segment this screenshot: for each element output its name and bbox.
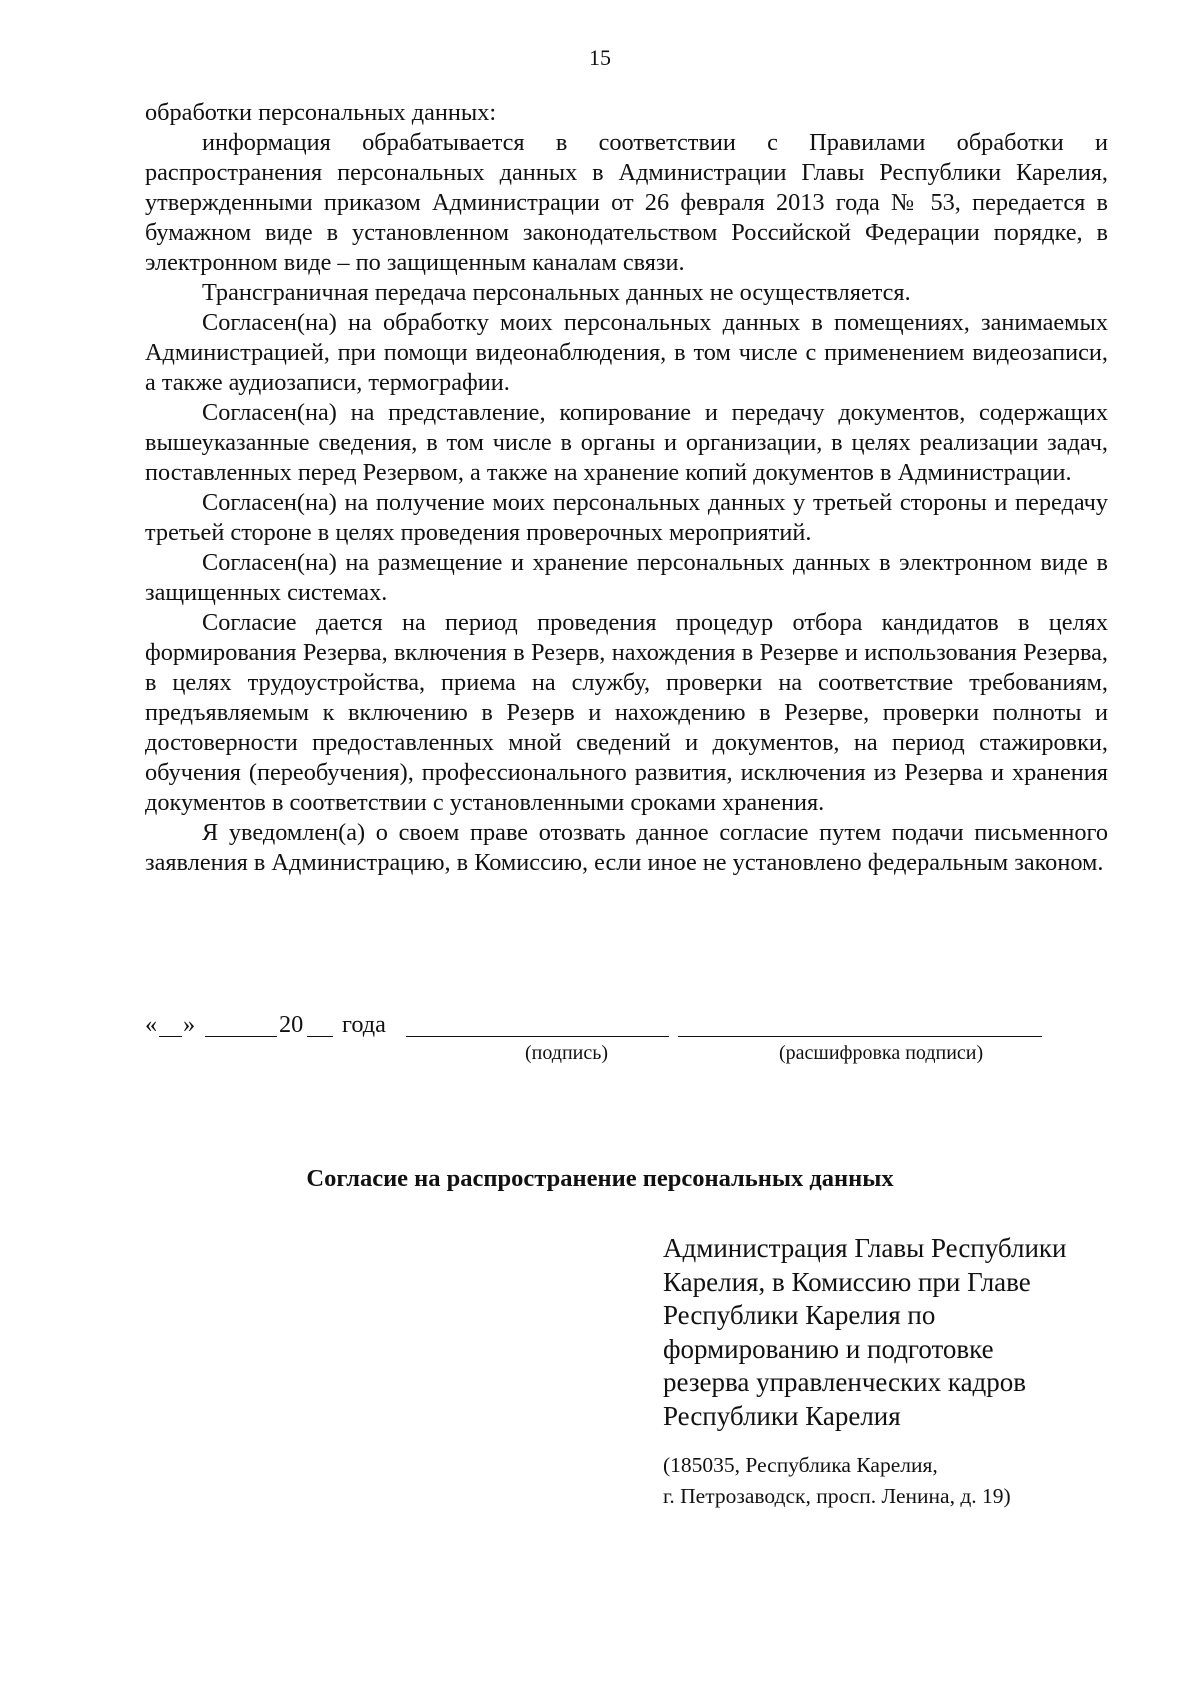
date-open-quote: « [145, 1011, 158, 1038]
paragraph-consent-period: Согласие дается на период проведения процедур отбора кандидатов в целях формирования Резерва, включения в Резерв, нахождения в Резерве и использования Резерва, в целях трудоустройства, приема на службу, проверки на соответствие требованиям, предъявляемым к включению в Резерв и нахождению в Резерве, проверки полноты и достоверности предоставленных мной сведений и документов, на период стажировки, обучения (переобучения), профессионального развития, исключения из Резерва и хранения документов в соответствии с установленными сроками хранения. [145, 609, 1108, 816]
address-block [663, 1450, 1133, 1512]
address-line: г. Петрозаводск, просп. Ленина, д. 19) [663, 1484, 1011, 1508]
paragraph-cross-border: Трансграничная передача персональных данных не осуществляется. [202, 279, 911, 306]
section-title: Согласие на распространение персональных данных [306, 1165, 894, 1192]
addressee-line: Администрация Главы Республики [663, 1233, 1067, 1263]
paragraph-withdrawal-notice: Я уведомлен(а) о своем праве отозвать данное согласие путем подачи письменного заявления в Администрацию, в Комиссию, если иное не установлено федеральным законом. [145, 819, 1108, 876]
paragraph-documents-consent: Согласен(на) на представление, копирование и передачу документов, содержащих вышеуказанные сведения, в том числе в органы и организации, в целях реализации задач, поставленных перед Резервом, а также на хранение копий документов в Администрации. [145, 399, 1108, 486]
address-line: (185035, Республика Карелия, [663, 1453, 938, 1477]
addressee-line: Республики Карелия по [663, 1300, 936, 1330]
date-year-word: года [342, 1011, 386, 1038]
paragraph-processing-rules: информация обрабатывается в соответствии с Правилами обработки и распространения персональных данных в Администрации Главы Республики Карелия, утвержденными приказом Администрации от 26 февраля 2013 года № 53, передается в бумажном виде в установленном законодательством Российской Федерации порядке, в электронном виде – по защищенным каналам связи. [145, 129, 1108, 276]
date-century: 20 [279, 1011, 304, 1038]
date-month-blank [205, 1036, 277, 1037]
addressee-line: формированию и подготовке [663, 1333, 994, 1364]
paragraph-video-consent: Согласен(на) на обработку моих персональных данных в помещениях, занимаемых Администрацией, при помощи видеонаблюдения, в том числе с применением видеозаписи, а также аудиозаписи, термографии. [145, 309, 1108, 396]
addressee-line: резерва управленческих кадров [663, 1367, 1027, 1397]
addressee-line: Республики Карелия [663, 1400, 901, 1431]
addressee-line: Карелия, в Комиссию при Главе [663, 1266, 1031, 1297]
signature-decoding-caption: (расшифровка подписи) [779, 1042, 984, 1064]
signature-decoding-line [678, 1036, 1042, 1037]
paragraph-continuation: обработки персональных данных: [145, 99, 497, 126]
date-signature-row [145, 1010, 1045, 1044]
paragraph-third-party-consent: Согласен(на) на получение моих персональных данных у третьей стороны и передачу третьей стороне в целях проведения проверочных мероприятий. [145, 489, 1108, 546]
consent-body [145, 98, 1108, 878]
date-year-blank [307, 1036, 333, 1037]
signature-caption: (подпись) [525, 1042, 609, 1064]
addressee-block [663, 1232, 1133, 1433]
signature-line [406, 1036, 669, 1037]
date-day-blank [159, 1036, 182, 1037]
paragraph-storage-consent: Согласен(на) на размещение и хранение персональных данных в электронном виде в защищенных системах. [145, 549, 1108, 606]
page-number: 15 [589, 45, 611, 70]
date-close-quote: » [183, 1011, 196, 1038]
